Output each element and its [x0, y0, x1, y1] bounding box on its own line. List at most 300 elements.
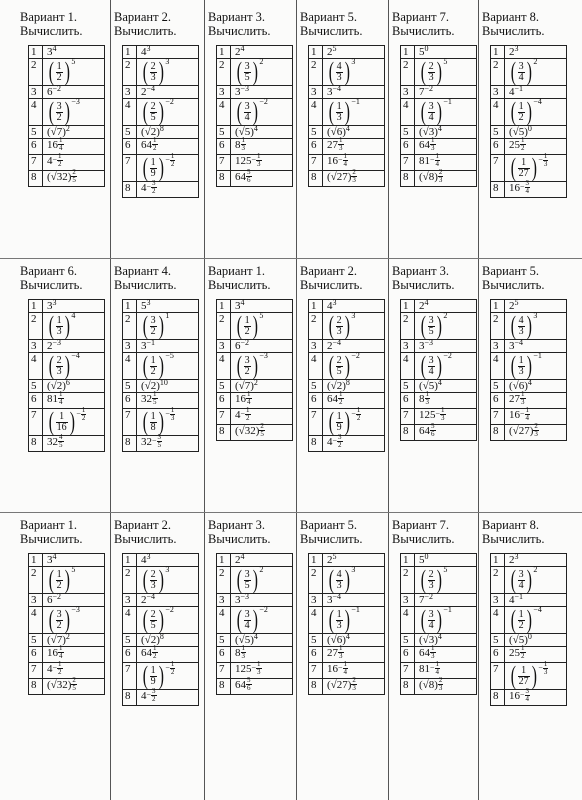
fraction	[244, 102, 251, 123]
expression: $5^3$	[141, 298, 151, 312]
task-row	[217, 607, 293, 634]
fraction-numerator: 3	[152, 687, 156, 695]
expression: (√32) $^{\frac{2}{5}}$	[235, 422, 264, 438]
right-parenthesis: )	[526, 57, 532, 86]
cut-line-vertical	[110, 0, 111, 800]
task-number: 1	[123, 554, 137, 567]
task-number: 1	[29, 46, 43, 59]
exponent: −4	[71, 351, 80, 360]
task-expression	[505, 59, 567, 86]
task-expression	[43, 406, 105, 436]
exponent: 8	[345, 378, 350, 387]
fraction	[246, 677, 252, 692]
task-row	[29, 59, 105, 86]
fraction-numerator: 3	[244, 100, 250, 112]
right-parenthesis: )	[436, 351, 442, 380]
fraction-denominator: 4	[428, 619, 434, 631]
left-parenthesis: (	[48, 605, 54, 634]
task-number: 6	[123, 139, 137, 155]
expression: 27 $^{\frac{1}{3}}$	[327, 136, 343, 152]
exponent: 10	[159, 378, 168, 387]
expression	[47, 605, 80, 634]
expression: 64 $^{\frac{5}{6}}$	[419, 422, 435, 438]
task-row	[123, 353, 199, 380]
expression: $7^{-2}$	[419, 592, 434, 606]
exponent	[241, 136, 247, 152]
exponent: 4	[527, 378, 532, 387]
task-row	[123, 182, 199, 198]
exponent: − 1 3	[435, 406, 445, 422]
exponent: 5	[514, 298, 519, 307]
task-row	[29, 634, 105, 647]
fraction-denominator: 2	[56, 619, 62, 631]
exponent: − 1 3	[538, 152, 548, 168]
task-row	[309, 313, 385, 340]
right-parenthesis: )	[64, 605, 70, 634]
fraction-denominator: 3	[336, 619, 342, 631]
exponent: −4	[514, 338, 524, 347]
fraction	[150, 570, 157, 591]
exponent: 4	[253, 632, 258, 641]
variant-subtitle: Вычислить.	[482, 532, 545, 546]
task-number: 5	[123, 126, 137, 139]
task-expression	[415, 422, 477, 441]
task-table	[28, 299, 105, 452]
expression: $(√5)^0$	[509, 124, 532, 138]
task-number: 4	[217, 607, 231, 634]
task-row	[491, 607, 567, 634]
expression: $16^{- \frac{3}{4}}$	[509, 179, 530, 195]
exponent: −4	[146, 84, 156, 93]
expression	[235, 97, 268, 126]
task-expression	[137, 634, 199, 647]
expression: $6^{-2}$	[47, 592, 62, 606]
task-number: 2	[123, 313, 137, 340]
expression: $2^{-3}$	[47, 338, 62, 352]
fraction-denominator: 3	[257, 160, 261, 168]
exponent: 5	[71, 565, 76, 574]
fraction-numerator: 1	[150, 156, 156, 168]
task-number: 8	[309, 436, 323, 452]
exponent: −2	[259, 97, 268, 106]
variant-subtitle: Вычислить.	[20, 532, 83, 546]
task-number: 6	[217, 393, 231, 409]
exponent: −2	[424, 592, 434, 601]
task-number: 6	[401, 139, 415, 155]
exponent: −1	[443, 97, 452, 106]
fraction	[518, 666, 530, 687]
task-number: 4	[309, 607, 323, 634]
fraction-numerator: 1	[339, 136, 343, 144]
fraction-denominator: 5	[157, 441, 162, 449]
task-number: 6	[309, 393, 323, 409]
expression: 64 $^{\frac{1}{2}}$	[141, 136, 157, 152]
fraction-numerator: 1	[543, 152, 548, 160]
fraction	[520, 645, 526, 660]
task-table	[28, 553, 105, 695]
task-row	[401, 607, 477, 634]
fraction-numerator: 1	[153, 136, 157, 144]
fraction-denominator: 2	[56, 579, 62, 591]
left-parenthesis: (	[420, 565, 426, 594]
expression: $16^{- \frac{3}{4}}$	[509, 687, 530, 703]
expression	[235, 57, 264, 86]
exponent	[351, 168, 357, 184]
task-number: 3	[491, 340, 505, 353]
fraction-denominator: 2	[170, 160, 175, 168]
fraction-denominator: 4	[428, 365, 434, 377]
exponent: 4	[437, 378, 442, 387]
fraction-numerator: 1	[339, 644, 343, 652]
fraction-numerator: 1	[246, 406, 250, 414]
expression: $2^{-4}$	[141, 84, 156, 98]
task-number: 2	[491, 59, 505, 86]
fraction-denominator: 3	[150, 579, 156, 591]
task-number: 4	[217, 99, 231, 126]
expression: $3^4$	[47, 44, 57, 58]
expression	[327, 605, 360, 634]
task-number: 3	[401, 340, 415, 353]
fraction	[351, 169, 357, 184]
task-number: 8	[309, 679, 323, 695]
task-table	[28, 45, 105, 187]
exponent: 2	[259, 57, 264, 66]
expression	[47, 406, 86, 436]
fraction	[245, 407, 251, 422]
variant-subtitle: Вычислить.	[208, 278, 271, 292]
left-parenthesis: (	[48, 565, 54, 594]
variant-subtitle: Вычислить.	[392, 24, 455, 38]
task-row	[29, 313, 105, 340]
task-row	[491, 567, 567, 594]
fraction-denominator: 3	[534, 430, 538, 438]
fraction	[351, 677, 357, 692]
task-number: 4	[123, 99, 137, 126]
expression: $4^3$	[327, 298, 337, 312]
variant-title: Вариант 3.	[208, 10, 266, 24]
expression: 27 $^{\frac{1}{3}}$	[509, 390, 525, 406]
task-number: 3	[123, 340, 137, 353]
cut-line-vertical	[388, 0, 389, 800]
fraction-numerator: 3	[157, 433, 162, 441]
variant-card	[300, 264, 390, 452]
exponent: 2	[65, 124, 70, 133]
task-row	[123, 409, 199, 436]
exponent	[259, 422, 265, 438]
fraction	[356, 407, 362, 422]
exponent: 0	[527, 124, 532, 133]
left-parenthesis: (	[328, 57, 334, 86]
task-number: 8	[401, 171, 415, 187]
task-number: 4	[123, 353, 137, 380]
fraction-denominator: 2	[170, 668, 175, 676]
task-expression	[137, 152, 199, 182]
expression: (√27) $^{\frac{2}{3}}$	[327, 168, 356, 184]
expression: $16^{- \frac{1}{4}}$	[327, 660, 348, 676]
expression: $2^3$	[509, 552, 519, 566]
left-parenthesis: (	[420, 605, 426, 634]
fraction	[518, 62, 525, 83]
exponent: − 1 3	[165, 406, 175, 422]
fraction	[336, 316, 343, 337]
variant-subtitle: Вычислить.	[114, 532, 177, 546]
fraction	[343, 153, 349, 168]
task-expression	[415, 313, 477, 340]
exponent	[152, 136, 158, 152]
task-expression	[505, 687, 567, 706]
expression	[509, 152, 548, 182]
expression	[509, 97, 542, 126]
fraction-denominator: 2	[244, 325, 250, 337]
fraction-numerator: 3	[338, 433, 342, 441]
task-number: 3	[123, 86, 137, 99]
fraction	[336, 610, 343, 631]
task-table	[308, 299, 385, 452]
exponent: 3	[351, 565, 356, 574]
expression: $5^0$	[419, 552, 429, 566]
task-expression	[231, 607, 293, 634]
fraction	[150, 316, 157, 337]
right-parenthesis: )	[436, 311, 442, 340]
fraction-numerator: 3	[525, 179, 530, 187]
task-number: 1	[401, 300, 415, 313]
right-parenthesis: )	[436, 565, 442, 594]
fraction	[428, 570, 435, 591]
fraction-denominator: 2	[339, 398, 343, 406]
expression: 16 $^{\frac{1}{4}}$	[235, 390, 251, 406]
exponent	[533, 422, 539, 438]
task-row	[491, 690, 567, 706]
task-expression	[43, 644, 105, 663]
fraction-denominator: 3	[543, 668, 548, 676]
fraction-numerator: 1	[518, 158, 530, 169]
task-number: 4	[29, 353, 43, 380]
exponent: 8	[159, 124, 164, 133]
task-row	[123, 126, 199, 139]
task-number: 5	[217, 380, 231, 393]
exponent	[58, 644, 64, 660]
task-expression	[43, 126, 105, 139]
exponent: −4	[332, 84, 342, 93]
expression	[47, 97, 80, 126]
expression: 64 $^{\frac{5}{6}}$	[235, 676, 251, 692]
expression: 32 $^{\frac{1}{5}}$	[141, 390, 157, 406]
task-expression	[43, 313, 105, 340]
task-expression	[137, 380, 199, 393]
expression	[141, 152, 175, 182]
fraction-numerator: 1	[435, 152, 440, 160]
expression: $2^5$	[327, 552, 337, 566]
fraction-numerator: 1	[58, 660, 62, 668]
task-number: 5	[123, 380, 137, 393]
fraction-numerator: 2	[72, 168, 76, 176]
task-expression	[323, 168, 385, 187]
exponent: − 1 2	[165, 152, 175, 168]
fraction	[71, 677, 77, 692]
fraction-numerator: 3	[428, 354, 434, 366]
fraction-numerator: 1	[153, 644, 157, 652]
fraction-denominator: 6	[247, 684, 251, 692]
task-number: 7	[491, 663, 505, 690]
variant-card	[20, 10, 110, 187]
expression: 27 $^{\frac{1}{3}}$	[327, 644, 343, 660]
right-parenthesis: )	[64, 57, 70, 86]
exponent: 2	[65, 632, 70, 641]
fraction-denominator: 2	[152, 695, 156, 703]
fraction	[256, 661, 262, 676]
task-row	[401, 313, 477, 340]
task-number: 1	[491, 300, 505, 313]
fraction-numerator: 4	[518, 314, 524, 326]
task-number: 2	[217, 313, 231, 340]
fraction-denominator: 3	[352, 176, 356, 184]
exponent: −2	[443, 351, 452, 360]
task-expression	[415, 152, 477, 171]
task-expression	[505, 567, 567, 594]
expression: 64 $^{\frac{1}{3}}$	[419, 644, 435, 660]
task-row	[29, 380, 105, 393]
expression: $3^{-3}$	[235, 592, 250, 606]
task-row	[217, 139, 293, 155]
fraction-numerator: 1	[170, 660, 175, 668]
fraction-numerator: 1	[336, 100, 342, 112]
task-number: 5	[309, 126, 323, 139]
variant-title: Вариант 7.	[392, 518, 450, 532]
expression	[235, 311, 264, 340]
task-expression	[323, 99, 385, 126]
task-number: 8	[123, 182, 137, 198]
task-expression	[43, 676, 105, 695]
task-row	[217, 567, 293, 594]
fraction	[58, 645, 64, 660]
task-row	[29, 567, 105, 594]
right-parenthesis: )	[252, 565, 258, 594]
expression	[419, 311, 448, 340]
right-parenthesis: )	[526, 97, 532, 126]
exponent: − 3 2	[146, 687, 156, 703]
variant-title: Вариант 6.	[20, 264, 78, 278]
expression	[141, 406, 175, 436]
exponent: −3	[424, 338, 434, 347]
task-number: 6	[309, 139, 323, 155]
fraction-denominator: 5	[150, 619, 156, 631]
exponent: 3	[165, 565, 170, 574]
expression	[47, 351, 80, 380]
exponent: −3	[52, 338, 62, 347]
fraction-numerator: 1	[81, 406, 86, 414]
right-parenthesis: )	[531, 661, 537, 690]
task-expression	[43, 567, 105, 594]
fraction-numerator: 1	[241, 644, 245, 652]
left-parenthesis: (	[236, 311, 242, 340]
expression: $4^{-1}$	[509, 84, 524, 98]
fraction-denominator: 3	[336, 325, 342, 337]
exponent: 8	[159, 632, 164, 641]
fraction-numerator: 1	[59, 136, 63, 144]
task-row	[401, 171, 477, 187]
fraction	[150, 356, 157, 377]
expression: $(√2)^8$	[141, 124, 164, 138]
variant-subtitle: Вычислить.	[20, 278, 83, 292]
fraction-numerator: 4	[336, 60, 342, 72]
task-number: 5	[29, 380, 43, 393]
fraction-numerator: 1	[525, 406, 530, 414]
task-number: 2	[123, 59, 137, 86]
variant-subtitle: Вычислить.	[392, 278, 455, 292]
fraction-numerator: 3	[518, 568, 524, 580]
exponent	[520, 390, 526, 406]
fraction-numerator: 3	[525, 687, 530, 695]
left-parenthesis: (	[328, 565, 334, 594]
expression	[47, 57, 76, 86]
fraction-numerator: 1	[244, 314, 250, 326]
task-expression	[505, 313, 567, 340]
expression	[141, 660, 175, 690]
fraction-denominator: 5	[260, 430, 264, 438]
task-expression	[231, 168, 293, 187]
exponent: 3	[514, 552, 519, 561]
expression: $(√5)^4$	[235, 632, 258, 646]
fraction	[150, 62, 157, 83]
task-expression	[505, 99, 567, 126]
task-expression	[137, 687, 199, 706]
expression: $(√7)^2$	[47, 632, 70, 646]
expression: (√8) $^{\frac{2}{3}}$	[419, 676, 443, 692]
task-number: 4	[217, 353, 231, 380]
task-expression	[231, 567, 293, 594]
exponent: − 1 4	[338, 152, 348, 168]
expression: $4^{- \frac{3}{2}}$	[141, 179, 156, 195]
task-number: 3	[29, 340, 43, 353]
fraction-numerator: 1	[518, 666, 530, 677]
exponent: 0	[424, 552, 429, 561]
fraction-numerator: 1	[343, 152, 348, 160]
task-row	[491, 155, 567, 182]
expression: $(√5)^4$	[419, 378, 442, 392]
left-parenthesis: (	[510, 97, 516, 126]
task-expression	[231, 660, 293, 679]
exponent: −1	[351, 97, 360, 106]
task-expression	[231, 353, 293, 380]
task-expression	[137, 567, 199, 594]
task-row	[309, 99, 385, 126]
task-row	[217, 380, 293, 393]
task-number: 1	[309, 300, 323, 313]
variant-card	[300, 518, 390, 695]
fraction	[152, 645, 158, 660]
task-row	[401, 634, 477, 647]
fraction	[428, 316, 435, 337]
task-number: 1	[29, 300, 43, 313]
fraction-denominator: 5	[244, 579, 250, 591]
fraction	[170, 407, 176, 422]
expression: $3^4$	[235, 298, 245, 312]
fraction-denominator: 3	[150, 71, 156, 83]
expression: $(√2)^{10}$	[141, 378, 168, 392]
fraction	[440, 407, 446, 422]
task-number: 3	[217, 86, 231, 99]
right-parenthesis: )	[436, 97, 442, 126]
fraction	[56, 610, 63, 631]
exponent: −2	[165, 97, 174, 106]
expression: $6^{-2}$	[235, 338, 250, 352]
left-parenthesis: (	[48, 407, 54, 436]
exponent: − 3 2	[332, 433, 342, 449]
expression: $(√5)^0$	[509, 632, 532, 646]
exponent: − 1 2	[165, 660, 175, 676]
expression: $2^5$	[509, 298, 519, 312]
task-number: 2	[217, 567, 231, 594]
